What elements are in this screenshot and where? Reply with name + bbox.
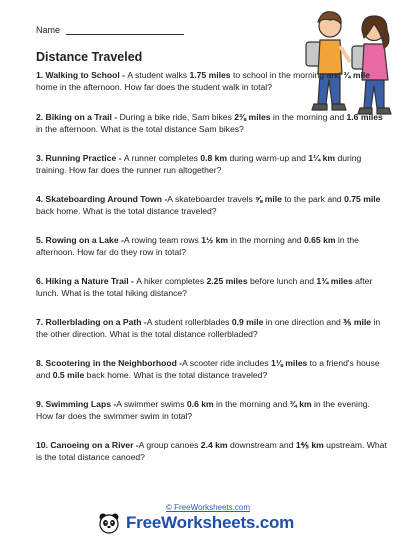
question-item: 7. Rollerblading on a Path -A student rollerblades 0.9 mile in one direction and ⅗ mile in the other direction. What is the total distance rollerbladed? — [36, 317, 381, 339]
question-item: 6. Hiking a Nature Trail - A hiker completes 2.25 miles before lunch and 1¾ miles after lunch. What is the total hiking distance? — [36, 276, 373, 298]
question-list — [36, 69, 388, 463]
question-item: 5. Rowing on a Lake -A rowing team rows 1½ km in the morning and 0.65 km in the afternoon. How far do they row in total? — [36, 235, 359, 257]
question-item: 10. Canoeing on a River -A group canoes 2.4 km downstream and 1⅘ km upstream. What is the total distance canoed? — [36, 440, 387, 462]
question-item: 9. Swimming Laps -A swimmer swims 0.6 km in the morning and ¾ km in the evening. How far does the swimmer swim in total? — [36, 399, 370, 421]
name-field[interactable] — [66, 25, 184, 35]
question-item: 3. Running Practice - A runner completes 0.8 km during warm-up and 1¼ km during training. How far does the runner run altogether? — [36, 153, 362, 175]
panda-logo-icon — [98, 512, 120, 534]
page-title: Distance Traveled — [36, 50, 143, 64]
name-label: Name — [36, 25, 61, 35]
copyright-link[interactable]: © FreeWorksheets.com — [166, 503, 250, 512]
question-item: 2. Biking on a Trail - During a bike ride, Sam bikes 2⅜ miles in the morning and 1.6 miles in the afternoon. What is the total distance Sam bikes? — [36, 112, 383, 134]
question-item: 4. Skateboarding Around Town -A skateboarder travels ⅝ mile to the park and 0.75 mile back home. What is the total distance traveled? — [36, 194, 381, 216]
name-row — [36, 25, 184, 35]
question-item: 8. Scootering in the Neighborhood -A scooter ride includes 1⅛ miles to a friend's house and 0.5 mile back home. What is the total distance traveled? — [36, 358, 380, 380]
question-item: 1. Walking to School - A student walks 1.75 miles to school in the morning and ¾ mile home in the afternoon. How far does the student walk in total? — [36, 70, 371, 92]
brand-name: FreeWorksheets.com — [126, 513, 295, 532]
brand-logo — [98, 511, 294, 535]
